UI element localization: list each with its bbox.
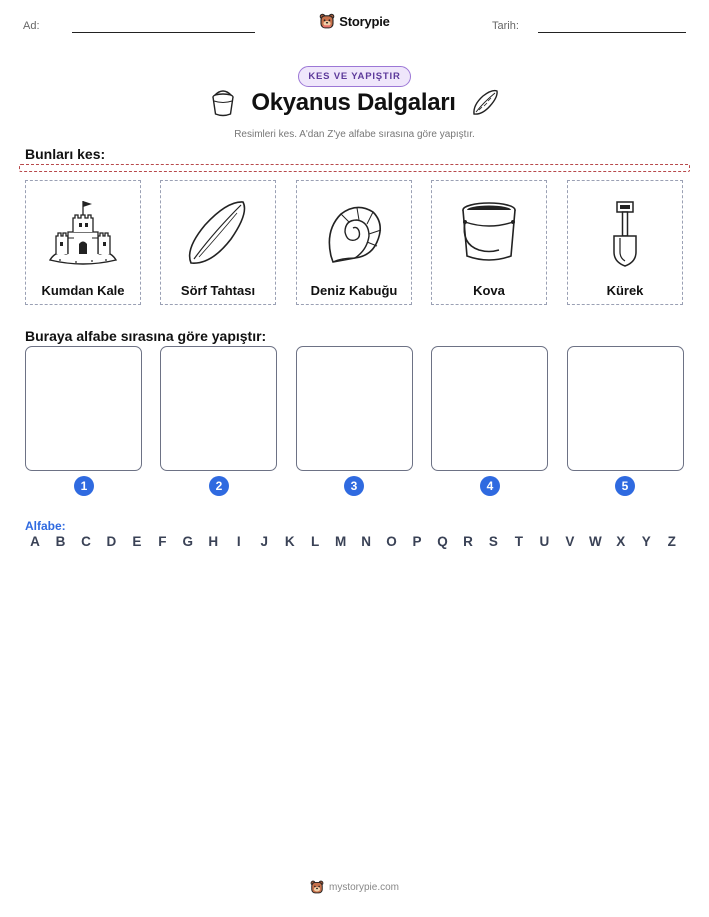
cut-card-label: Kova [473,283,505,298]
seashell-icon [321,200,387,266]
cut-card-bucket[interactable] [431,180,547,305]
alphabet-letter: I [236,534,241,549]
alphabet-letter: R [463,534,473,549]
alphabet-letter: H [208,534,219,549]
paste-heading: Buraya alfabe sırasına göre yapıştır: [25,328,267,344]
number-badge-3: 3 [344,476,364,496]
alphabet-letter: N [361,534,371,549]
alphabet-letter: U [539,534,550,549]
bucket-icon [209,88,237,118]
number-badge-1: 1 [74,476,94,496]
alphabet-letter: J [260,534,268,549]
alphabet-letter: F [158,534,167,549]
alphabet-letter: A [30,534,40,549]
alphabet-letter: Z [667,534,676,549]
alphabet-letter: K [284,534,295,549]
page-title: Okyanus Dalgaları [251,89,456,116]
cut-card-surfboard[interactable] [160,180,276,305]
cut-card-seashell[interactable] [296,180,412,305]
alphabet-row [25,534,682,549]
surfboard-icon [181,197,255,269]
activity-badge: KES VE YAPIŞTIR [298,66,410,87]
alphabet-label: Alfabe: [25,519,66,533]
cut-card-label: Kumdan Kale [41,283,125,298]
paste-box-5[interactable] [567,346,684,471]
alphabet-letter: D [106,534,117,549]
name-label: Ad: [23,20,40,32]
alphabet-letter: B [55,534,66,549]
alphabet-letter: M [335,534,347,549]
alphabet-letter: P [412,534,422,549]
paste-box-2[interactable] [160,346,277,471]
date-label: Tarih: [492,20,519,32]
number-badge-5: 5 [615,476,635,496]
alphabet-letter: S [488,534,498,549]
bear-mascot-icon [319,13,335,29]
alphabet-letter: X [616,534,626,549]
alphabet-letter: L [311,534,320,549]
shovel-icon [605,198,645,268]
number-badge-2: 2 [209,476,229,496]
footer-url: mystorypie.com [328,881,399,893]
instructions: Resimleri kes. A'dan Z'ye alfabe sırasına göre yapıştır. [234,129,475,140]
cut-card-label: Sörf Tahtası [180,283,256,298]
bucket-icon [457,198,521,268]
alphabet-letter: V [565,534,575,549]
alphabet-letter: W [588,534,602,549]
alphabet-letter: O [386,534,397,549]
paste-box-4[interactable] [431,346,548,471]
brand-logo [0,13,709,34]
cut-line [19,164,690,172]
number-badge-4: 4 [480,476,500,496]
cut-card-label: Kürek [606,283,644,298]
footer [0,880,709,899]
surfboard-icon [470,88,500,118]
cut-card-sandcastle[interactable] [25,180,141,305]
cut-card-shovel[interactable] [567,180,683,305]
paste-box-3[interactable] [296,346,413,471]
cut-heading: Bunları kes: [25,146,106,162]
alphabet-letter: G [182,534,194,549]
alphabet-letter: Q [437,534,448,549]
bear-mascot-icon [310,880,324,894]
title-row [0,88,709,118]
cut-card-label: Deniz Kabuğu [310,283,398,298]
alphabet-letter: C [81,534,91,549]
alphabet-letter: E [132,534,142,549]
sandcastle-icon [46,198,120,268]
alphabet-letter: T [514,534,524,549]
brand-name: Storypie [339,13,390,29]
alphabet-letter: Y [641,534,651,549]
paste-box-1[interactable] [25,346,142,471]
